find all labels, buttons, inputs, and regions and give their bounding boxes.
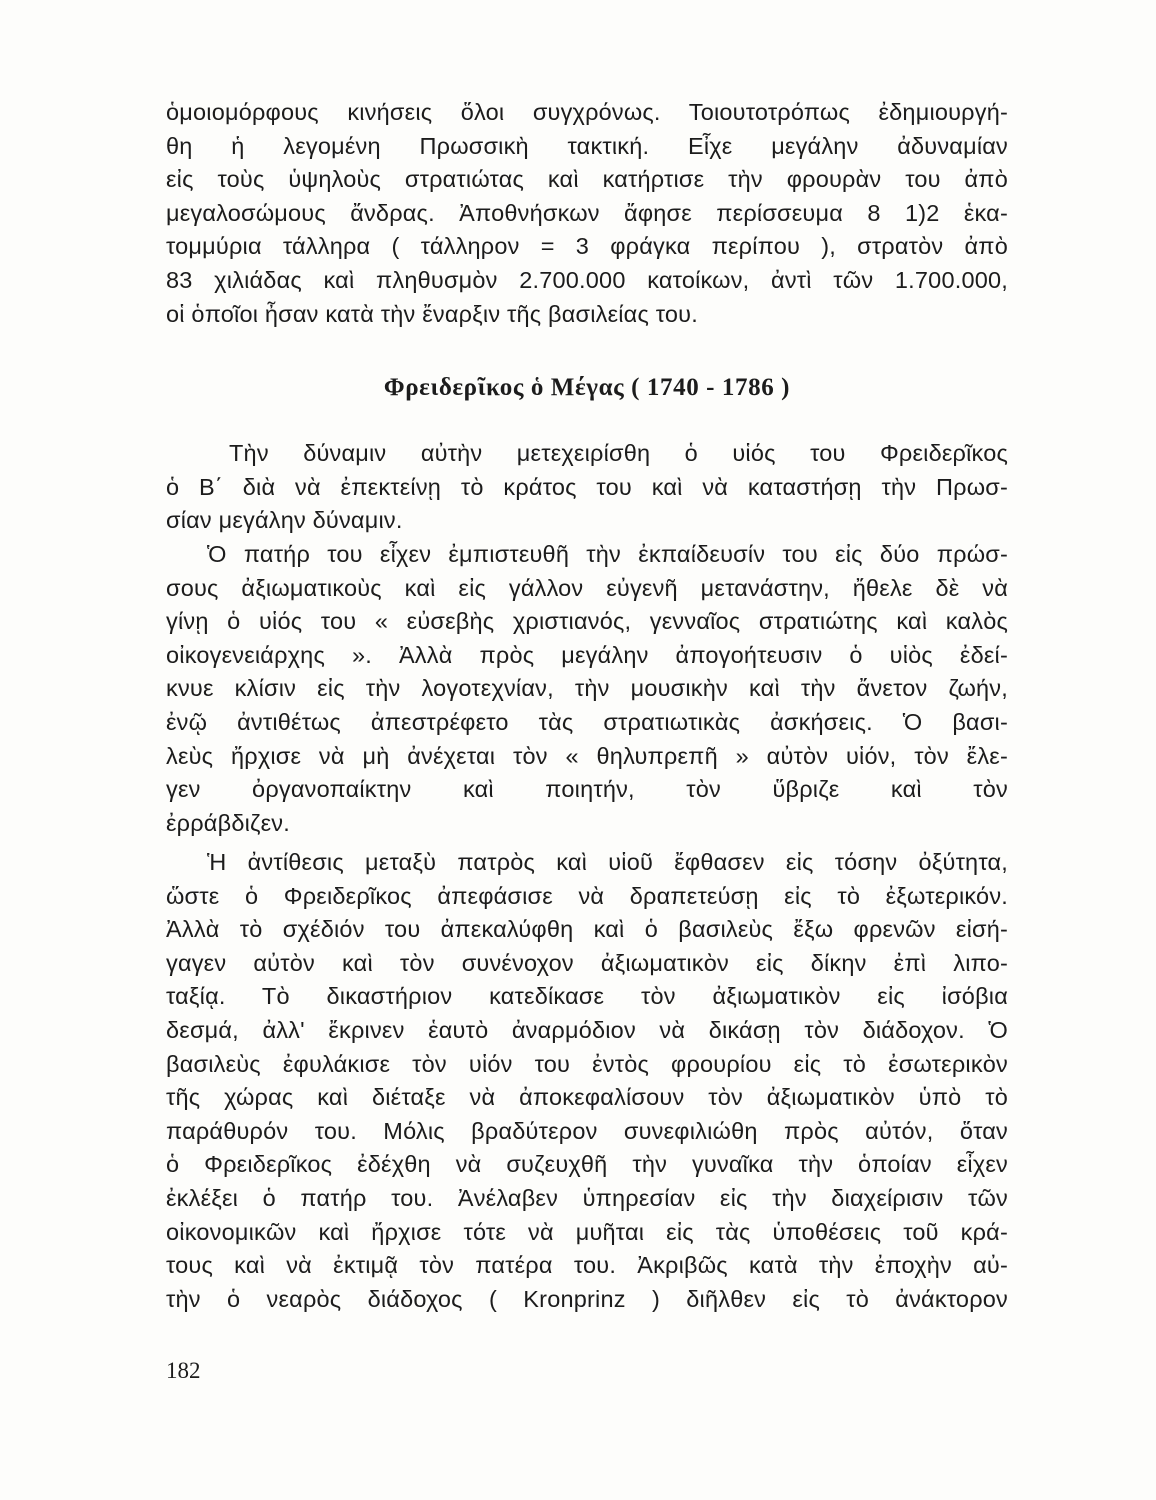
text-line: ὁ Β΄ διὰ νὰ ἐπεκτείνῃ τὸ κράτος του καὶ νὰ καταστήσῃ τὴν Πρωσ-: [166, 473, 1008, 500]
text-line: γίνῃ ὁ υἱός του « εὐσεβὴς χριστιανός, γενναῖος στρατιώτης καὶ καλὸς: [166, 608, 1008, 635]
text-line: παράθυρόν του. Μόλις βραδύτερον συνεφιλιώθη πρὸς αὐτόν, ὅταν: [166, 1117, 1008, 1144]
paragraph-3: [166, 538, 1008, 840]
text-line: εἰς τοὺς ὑψηλοὺς στρατιώτας καὶ κατήρτισε τὴν φρουρὰν του ἀπὸ: [166, 166, 1008, 193]
text-line: θη ἡ λεγομένη Πρωσσικὴ τακτική. Εἶχε μεγάλην ἀδυναμίαν: [166, 132, 1008, 159]
text-line: δεσμά, ἀλλ' ἔκρινεν ἑαυτὸ ἀναρμόδιον νὰ δικάσῃ τὸν διάδοχον. Ὁ: [166, 1016, 1008, 1043]
text-line: Τὴν δύναμιν αὐτὴν μετεχειρίσθη ὁ υἱός του Φρειδερῖκος: [229, 440, 1008, 466]
text-line: λεὺς ἤρχισε νὰ μὴ ἀνέχεται τὸν « θηλυπρεπῆ » αὐτὸν υἱόν, τὸν ἔλε-: [166, 742, 1008, 769]
text-line: ἐρράβδιζεν.: [166, 809, 290, 836]
text-line: 83 χιλιάδας καὶ πληθυσμὸν 2.700.000 κατοίκων, ἀντὶ τῶν 1.700.000,: [166, 266, 1008, 293]
text-line: Ἀλλὰ τὸ σχέδιόν του ἀπεκαλύφθη καὶ ὁ βασιλεὺς ἔξω φρενῶν εἰσή-: [166, 916, 1008, 943]
text-line: τους καὶ νὰ ἐκτιμᾷ τὸν πατέρα του. Ἀκριβῶς κατὰ τὴν ἐποχὴν αὐ-: [166, 1252, 1008, 1279]
paragraph-1: [166, 96, 1008, 331]
text-line: ἐκλέξει ὁ πατήρ του. Ἀνέλαβεν ὑπηρεσίαν εἰς τὴν διαχείρισιν τῶν: [166, 1184, 1008, 1211]
paragraph-2: [166, 437, 1008, 538]
text-line: ὁ Φρειδερῖκος ἐδέχθη νὰ συζευχθῆ τὴν γυναῖκα τὴν ὁποίαν εἶχεν: [166, 1151, 1008, 1178]
text-line: ὥστε ὁ Φρειδερῖκος ἀπεφάσισε νὰ δραπετεύσῃ εἰς τὸ ἐξωτερικόν.: [166, 882, 1008, 909]
text-line: γεν ὀργανοπαίκτην καὶ ποιητήν, τὸν ὕβριζε καὶ τὸν: [166, 776, 1008, 803]
text-line: οἰκογενειάρχης ». Ἀλλὰ πρὸς μεγάλην ἀπογοήτευσιν ὁ υἱὸς ἐδεί-: [166, 641, 1008, 668]
text-line: ταξίᾳ. Τὸ δικαστήριον κατεδίκασε τὸν ἀξιωματικὸν εἰς ἰσόβια: [166, 983, 1008, 1010]
text-line: ὁμοιομόρφους κινήσεις ὅλοι συγχρόνως. Τοιουτοτρόπως ἐδημιουργή-: [166, 99, 1008, 125]
text-line: οἱ ὁποῖοι ἦσαν κατὰ τὴν ἔναρξιν τῆς βασιλείας του.: [166, 300, 698, 327]
text-line: γαγεν αὐτὸν καὶ τὸν συνένοχον ἀξιωματικὸν εἰς δίκην ἐπὶ λιπο-: [166, 949, 1008, 976]
text-line: σίαν μεγάλην δύναμιν.: [166, 507, 403, 534]
text-line: Ὁ πατήρ του εἶχεν ἐμπιστευθῆ τὴν ἐκπαίδευσίν του εἰς δύο πρώσ-: [207, 541, 1008, 567]
text-line: οἰκονομικῶν καὶ ἤρχισε τότε νὰ μυῆται εἰς τὰς ὑποθέσεις τοῦ κρά-: [166, 1218, 1008, 1245]
text-line: τὴν ὁ νεαρὸς διάδοχος ( Kronprinz ) διῆλθεν εἰς τὸ ἀνάκτορον: [166, 1285, 1008, 1312]
page-number: 182: [166, 1358, 201, 1383]
text-line: τῆς χώρας καὶ διέταξε νὰ ἀποκεφαλίσουν τὸν ἀξιωματικὸν ὑπὸ τὸ: [166, 1084, 1008, 1111]
paragraph-4: [166, 846, 1008, 1316]
text-line: σους ἀξιωματικοὺς καὶ εἰς γάλλον εὐγενῆ μετανάστην, ἤθελε δὲ νὰ: [166, 574, 1008, 601]
text-line: Ἡ ἀντίθεσις μεταξὺ πατρὸς καὶ υἱοῦ ἔφθασεν εἰς τόσην ὀξύτητα,: [207, 849, 1008, 875]
text-line: τομμύρια τάλληρα ( τάλληρον = 3 φράγκα περίπου ), στρατὸν ἀπὸ: [166, 233, 1008, 260]
text-line: κνυε κλίσιν εἰς τὴν λογοτεχνίαν, τὴν μουσικὴν καὶ τὴν ἄνετον ζωήν,: [166, 675, 1008, 702]
text-line: βασιλεὺς ἐφυλάκισε τὸν υἱόν του ἐντὸς φρουρίου εἰς τὸ ἐσωτερικὸν: [166, 1050, 1008, 1077]
text-line: ἐνῷ ἀντιθέτως ἀπεστρέφετο τὰς στρατιωτικὰς ἀσκήσεις. Ὁ βασι-: [166, 708, 1008, 735]
section-heading: Φρειδερῖκος ὁ Μέγας ( 1740 - 1786 ): [383, 374, 791, 401]
text-line: μεγαλοσώμους ἄνδρας. Ἀποθνήσκων ἄφησε περίσσευμα 8 1)2 ἑκα-: [166, 199, 1008, 226]
